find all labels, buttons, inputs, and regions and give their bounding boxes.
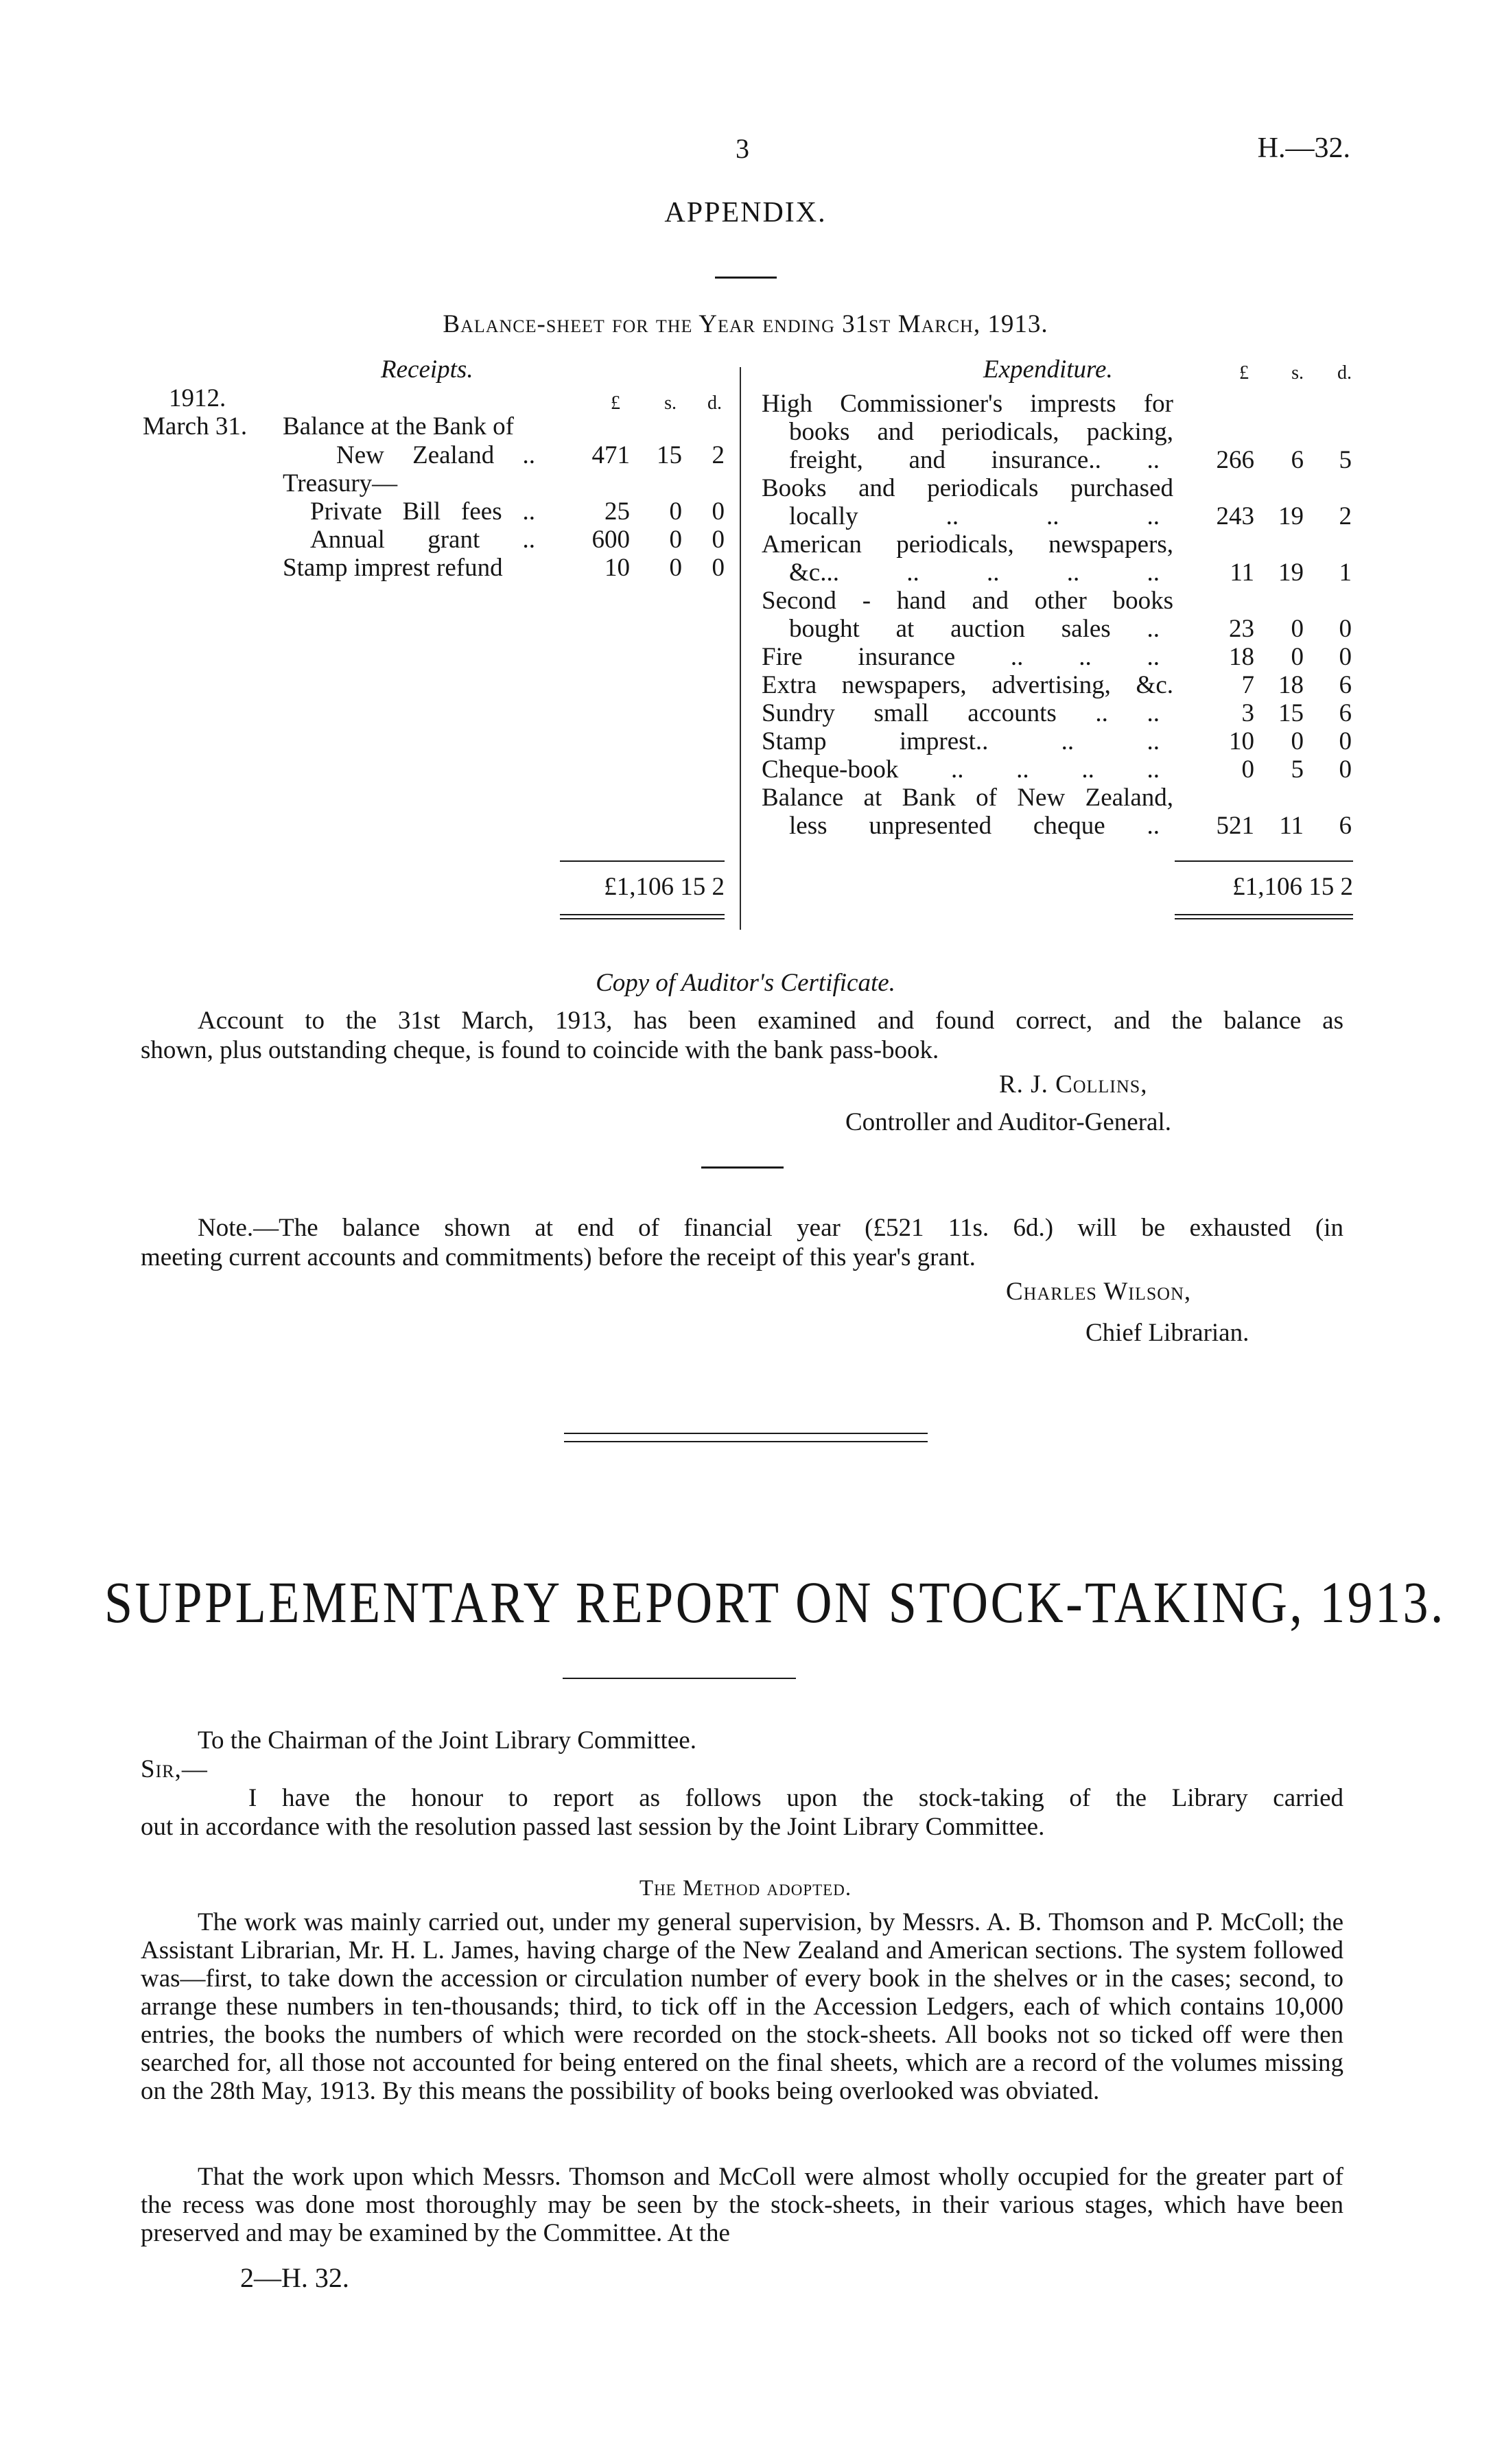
receipt-pounds: 471 — [591, 441, 630, 469]
expenditure-shillings: 0 — [1291, 643, 1304, 671]
receipts-total: £1,106 15 2 — [604, 873, 725, 901]
date-day: March 31. — [143, 412, 248, 441]
expenditure-shillings-header: s. — [1291, 362, 1304, 384]
expenditure-label: &c... .. .. .. .. — [789, 559, 1160, 587]
receipt-shillings: 0 — [669, 526, 682, 554]
expenditure-pence: 0 — [1339, 755, 1352, 784]
page-number: 3 — [736, 133, 749, 164]
title-divider — [715, 277, 777, 279]
auditor-role: Controller and Auditor-General. — [845, 1108, 1171, 1136]
expenditure-pounds: 521 — [1216, 812, 1254, 840]
expenditure-pence: 0 — [1339, 727, 1352, 755]
method-heading: The Method adopted. — [639, 1876, 852, 1901]
double-rule-top — [564, 1433, 928, 1434]
receipt-label: New Zealand .. — [336, 441, 535, 469]
expenditure-pence: 0 — [1339, 643, 1352, 671]
receipt-pounds: 10 — [604, 554, 630, 582]
receipt-label: Treasury— — [283, 469, 398, 497]
expenditure-shillings: 19 — [1278, 502, 1304, 530]
expenditure-shillings: 0 — [1291, 727, 1304, 755]
expenditure-pence-header: d. — [1337, 362, 1352, 384]
receipt-label: Balance at the Bank of — [283, 412, 514, 441]
balance-sheet-caption: Balance-sheet for the Year ending 31st March, 1913. — [443, 310, 1048, 338]
expenditure-pence: 5 — [1339, 446, 1352, 474]
expenditure-label: locally .. .. .. — [789, 502, 1160, 530]
report-title-divider — [563, 1678, 796, 1679]
receipt-pence: 0 — [712, 554, 725, 582]
note-role: Chief Librarian. — [1085, 1319, 1249, 1347]
note-line-1: Note.—The balance shown at end of financial year (£521 11s. 6d.) will be exhausted (in — [198, 1214, 1343, 1242]
receipt-pence: 0 — [712, 526, 725, 554]
receipt-label: Private Bill fees .. — [310, 497, 535, 526]
expenditure-label: Sundry small accounts .. .. — [762, 699, 1160, 727]
expenditure-shillings: 19 — [1278, 559, 1304, 587]
expenditure-heading: Expenditure. — [983, 355, 1113, 384]
expenditure-pounds-header: £ — [1239, 362, 1249, 384]
auditor-heading: Copy of Auditor's Certificate. — [596, 969, 895, 997]
report-title: SUPPLEMENTARY REPORT ON STOCK-TAKING, 1913. — [104, 1569, 1446, 1635]
receipt-label: Stamp imprest refund — [283, 554, 503, 582]
receipts-heading: Receipts. — [381, 355, 473, 384]
auditor-signatory: R. J. Collins, — [999, 1070, 1148, 1099]
expenditure-pence: 0 — [1339, 615, 1352, 643]
expenditure-pence: 6 — [1339, 671, 1352, 699]
receipts-total-double-rule — [560, 914, 725, 915]
double-rule-bottom — [564, 1441, 928, 1442]
report-salutation: Sir,— — [141, 1755, 208, 1783]
receipt-shillings: 15 — [657, 441, 682, 469]
expenditure-total-double-rule — [1175, 918, 1353, 919]
method-paragraph: The work was mainly carried out, under my general supervision, by Messrs. A. B. Thomson and P. McColl; the Assistant Librarian, Mr. H. L. James, having charge of the New Zealand and American sections. The system followed was—first, to take down the accession or circulation number of every book in the shelves or in the cases; second, to arrange these numbers in ten-thousands; third, to tick off in the Accession Ledgers, each of which contains 10,000 entries, the books the numbers of which were recorded on the stock-sheets. All books not so ticked off were then searched for, all those not accounted for being entered on the final sheets, which are a record of the volumes missing on the 28th May, 1913. By this means the possibility of books being overlooked was obviated. — [141, 1908, 1343, 2105]
expenditure-label: American periodicals, newspapers, — [762, 530, 1173, 559]
expenditure-label: books and periodicals, packing, — [789, 418, 1173, 446]
expenditure-label: freight, and insurance.. .. — [789, 446, 1160, 474]
note-signatory: Charles Wilson, — [1006, 1278, 1192, 1306]
expenditure-label: bought at auction sales .. — [789, 615, 1160, 643]
expenditure-label: Extra newspapers, advertising, &c. — [762, 671, 1173, 699]
date-year: 1912. — [169, 384, 226, 412]
receipt-label: Annual grant .. — [310, 526, 535, 554]
expenditure-pounds: 243 — [1216, 502, 1254, 530]
receipt-pounds: 25 — [604, 497, 630, 526]
expenditure-pounds: 3 — [1241, 699, 1254, 727]
expenditure-total-double-rule — [1175, 914, 1353, 915]
expenditure-pounds: 0 — [1241, 755, 1254, 784]
expenditure-pence: 6 — [1339, 812, 1352, 840]
expenditure-pounds: 11 — [1230, 559, 1254, 587]
receipt-pence: 2 — [712, 441, 725, 469]
column-separator — [740, 367, 741, 930]
expenditure-pence: 6 — [1339, 699, 1352, 727]
expenditure-shillings: 0 — [1291, 615, 1304, 643]
receipts-pence-header: d. — [707, 392, 722, 414]
report-address: To the Chairman of the Joint Library Committee. — [198, 1726, 696, 1755]
expenditure-pounds: 7 — [1241, 671, 1254, 699]
expenditure-label: Cheque-book .. .. .. .. — [762, 755, 1160, 784]
expenditure-pounds: 18 — [1229, 643, 1254, 671]
expenditure-label: Balance at Bank of New Zealand, — [762, 784, 1173, 812]
expenditure-total: £1,106 15 2 — [1232, 873, 1353, 901]
receipts-total-double-rule — [560, 918, 725, 919]
expenditure-shillings: 18 — [1278, 671, 1304, 699]
document-reference: H.—32. — [1257, 132, 1350, 164]
expenditure-pence: 2 — [1339, 502, 1352, 530]
expenditure-label: Second - hand and other books — [762, 587, 1173, 615]
receipt-shillings: 0 — [669, 497, 682, 526]
receipt-shillings: 0 — [669, 554, 682, 582]
expenditure-pounds: 23 — [1229, 615, 1254, 643]
section-divider — [701, 1166, 784, 1169]
expenditure-shillings: 11 — [1279, 812, 1304, 840]
note-line-2: meeting current accounts and commitments) before the receipt of this year's grant. — [141, 1243, 976, 1271]
work-paragraph: That the work upon which Messrs. Thomson and McColl were almost wholly occupied for the greater part of the recess was done most thoroughly may be seen by the stock-sheets, in their various stages, which have been preserved and may be examined by the Committee. At the — [141, 2163, 1343, 2247]
expenditure-pounds: 10 — [1229, 727, 1254, 755]
expenditure-total-rule — [1175, 860, 1353, 862]
expenditure-shillings: 15 — [1278, 699, 1304, 727]
expenditure-pounds: 266 — [1216, 446, 1254, 474]
auditor-line-1: Account to the 31st March, 1913, has been examined and found correct, and the balance as — [198, 1007, 1343, 1035]
printer-signature-mark: 2—H. 32. — [240, 2262, 349, 2293]
expenditure-pence: 1 — [1339, 559, 1352, 587]
expenditure-label: less unpresented cheque .. — [789, 812, 1160, 840]
receipts-pounds-header: £ — [611, 392, 620, 414]
expenditure-label: Books and periodicals purchased — [762, 474, 1173, 502]
receipts-shillings-header: s. — [664, 392, 677, 414]
receipt-pounds: 600 — [591, 526, 630, 554]
report-intro-line-1: I have the honour to report as follows upon the stock-taking of the Library carried — [248, 1784, 1343, 1812]
report-intro-line-2: out in accordance with the resolution passed last session by the Joint Library Committee. — [141, 1813, 1045, 1841]
expenditure-shillings: 5 — [1291, 755, 1304, 784]
expenditure-shillings: 6 — [1291, 446, 1304, 474]
expenditure-label: Fire insurance .. .. .. — [762, 643, 1160, 671]
appendix-title: APPENDIX. — [664, 197, 827, 228]
expenditure-label: Stamp imprest.. .. .. — [762, 727, 1160, 755]
receipt-pence: 0 — [712, 497, 725, 526]
receipts-total-rule — [560, 860, 725, 862]
auditor-line-2: shown, plus outstanding cheque, is found to coincide with the bank pass-book. — [141, 1036, 939, 1064]
expenditure-label: High Commissioner's imprests for — [762, 390, 1173, 418]
